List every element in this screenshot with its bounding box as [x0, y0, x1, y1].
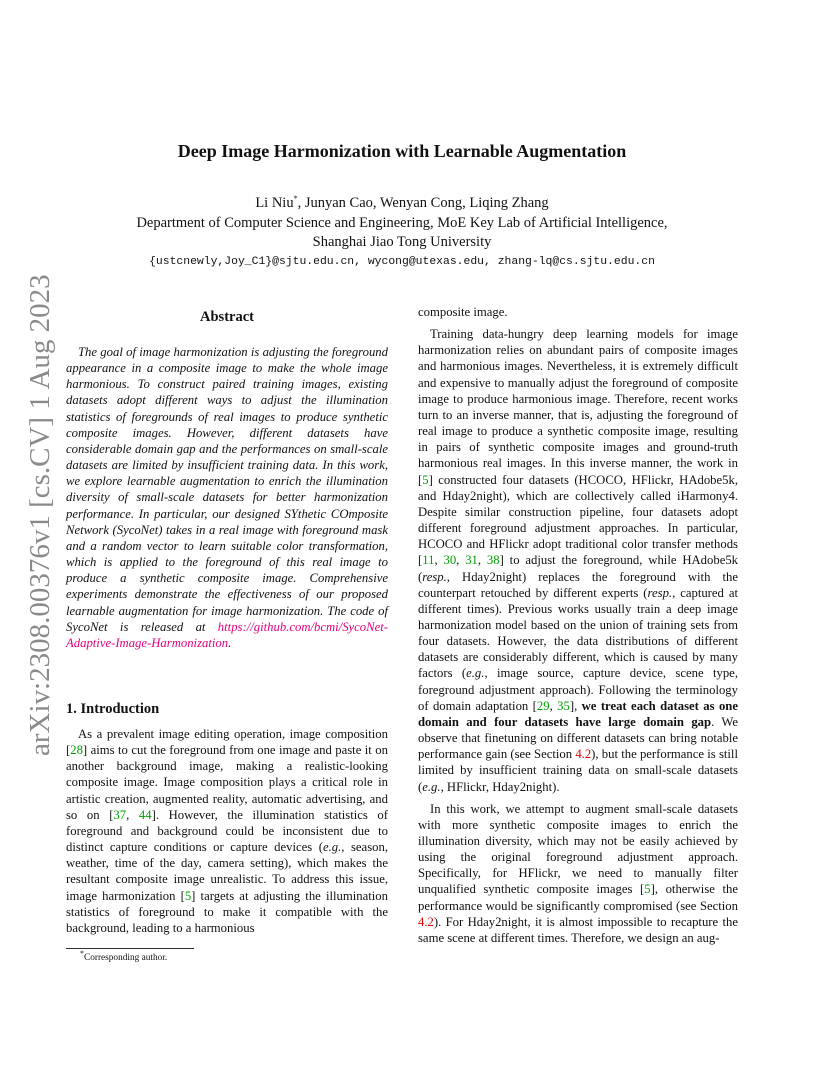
text-span: resp.: [647, 585, 673, 600]
citation-link[interactable]: 35: [557, 698, 570, 713]
text-span: resp.: [422, 569, 447, 584]
citation-link[interactable]: 30: [443, 553, 457, 568]
text-span: As a prevalent image editing operation, image composition [: [66, 727, 388, 758]
text-span: ] constructed four datasets (HCOCO, HFlickr, HAdobe5k, and Hday2night), which are collectively called iHarmony4. Despite similar construction pipeline, four datasets adopt different foreground adjustment approaches. In particular, HCOCO and HFlickr adopt traditional color transfer methods [: [418, 472, 738, 568]
citation-link[interactable]: 29: [536, 698, 550, 713]
text-span: , HFlickr, Hday2night).: [440, 779, 560, 794]
key-claim: we treat each dataset as one domain and four datasets have large domain gap: [418, 698, 738, 729]
text-span: e.g.: [422, 779, 441, 794]
text-span: ] aims to cut the foreground from one image and paste it on another background image, making a realistic-looking composite image. Image composition plays a critical role in artistic creation, augmented reality, automatic advertising, and so on [: [66, 743, 388, 822]
text-span: ] to adjust the foreground, while HAdobe5k (: [418, 553, 739, 584]
author-list: [0, 195, 804, 212]
footnote: [80, 948, 168, 963]
text-span: , Hday2night) replaces the foreground with the counterpart retouched by different experts (: [418, 569, 738, 600]
abstract-body: The goal of image harmonization is adjusting the foreground appearance in a composite image to make the whole image harmonious. To construct paired training images, existing datasets adopt different ways to adjust the illumination statistics of foregrounds of real images to produce synthetic composite images. However, different datasets have considerable domain gap and the performances on small-scale datasets are limited by insufficient training data. In this work, we explore learnable augmentation to enrich the illumination diversity of small-scale datasets for better harmonization performance. In particular, our designed SYthetic COmposite Network (SycoNet) takes in a real image with foreground mask and a random vector to learn suitable color transformation, which is applied to the foreground of this real image to produce a synthetic composite image. Comprehensive experiments demonstrate the effectiveness of our proposed learnable augmentation for image harmonization. The code of SycoNet is released at: [66, 345, 388, 634]
text-span: e.g.: [466, 666, 485, 681]
author-emails: {ustcnewly,Joy_C1}@sjtu.edu.cn, wycong@utexas.edu, zhang-lq@cs.sjtu.edu.cn: [149, 256, 655, 268]
citation-link[interactable]: 31: [465, 553, 478, 568]
text-span: ), but the performance is still limited by insufficient training data on small-scale datasets (: [418, 747, 738, 794]
abstract-heading: Abstract: [200, 309, 254, 325]
citation-link[interactable]: 38: [486, 553, 500, 568]
text-span: ). For Hday2night, it is almost impossible to recapture the same scene at different times. Therefore, we design an aug-: [418, 914, 738, 945]
introduction-paragraph: As a prevalent image editing operation, image composition [28] aims to cut the foreground from one image and paste it on another background image, making a realistic-looking composite image. Image composition plays a critical role in artistic creation, augmented reality, automatic advertising, and so on [37, 44]. However, the illumination statistics of foreground and background could be inconsistent due to distinct capture conditions or capture devices (e.g., season, weather, time of the day, camera setting), which makes the resultant composite image unrealistic. To address this issue, image harmonization [5] targets at adjusting the illumination statistics of foreground to make it compatible with the background, leading to a harmonious: [66, 727, 389, 935]
text-span: Training data-hungry deep learning models for image harmonization relies on abundant pairs of composite images and harmonious images. Nevertheless, it is extremely difficult and expensive to manually adjust the foreground of composite image to produce harmonious image. Therefore, recent works turn to an inverse manner, that is, adjusting the foreground of real image to produce a synthetic composite image, resulting in pairs of synthetic composite images and ground-truth harmonious real images. In this inverse manner, the work in [: [418, 327, 738, 487]
code-link[interactable]: https://github.com/bcmi/SycoNet-Adaptive-Image-Harmonization: [66, 619, 388, 650]
affiliation-line-2: Shanghai Jiao Tong University: [312, 234, 492, 250]
citation-link[interactable]: 37: [113, 807, 127, 822]
corresponding-mark: *: [293, 194, 298, 204]
abstract-end: .: [228, 635, 232, 650]
paper-title: Deep Image Harmonization with Learnable Augmentation: [177, 141, 627, 161]
footnote-mark: *: [80, 948, 84, 958]
text-span: In this work, we attempt to augment small-scale datasets with more synthetic composite images to enrich the illumination diversity, which may not be easily achieved by using the original foreground adjustment approach. Specifically, for HFlickr, we need to manually filter unqualified synthetic composite images [: [418, 801, 738, 897]
text-span: ] targets at adjusting the illumination statistics of foreground to make it compatible with the background, leading to a harmonious: [66, 888, 388, 935]
left-column: [66, 308, 388, 948]
text-span: e.g.: [322, 840, 342, 855]
citation-link[interactable]: 5: [422, 472, 429, 487]
section-link[interactable]: 4.2: [418, 914, 434, 929]
citation-link[interactable]: 11: [422, 553, 435, 568]
author-first: Li Niu: [255, 195, 294, 211]
abstract-text: [66, 344, 388, 651]
text-span: . We observe that finetuning on different datasets can bring notable performance gain (see Section: [418, 714, 738, 762]
text-span: , season, weather, time of the day, camera setting), which makes the resultant composite image unrealistic. To address this issue, image harmonization [: [66, 840, 388, 903]
arxiv-identifier: arXiv:2308.00376v1 [cs.CV] 1 Aug 2023: [24, 274, 56, 756]
footnote-divider: [66, 948, 194, 949]
text-span: , image source, capture device, scene type, foreground adjustment approach). Following the terminology of domain adaptation [: [418, 666, 738, 713]
section-link[interactable]: 4.2: [575, 747, 592, 762]
footnote-text: Corresponding author.: [84, 953, 168, 963]
citation-link[interactable]: 5: [644, 882, 651, 897]
citation-link[interactable]: 44: [138, 807, 152, 822]
author-rest: , Junyan Cao, Wenyan Cong, Liqing Zhang: [297, 195, 549, 211]
continuation-paragraph: composite image.: [418, 305, 508, 319]
text-span: ],: [569, 698, 582, 713]
text-span: ], otherwise the performance would be significantly compromised (see Section: [418, 882, 738, 913]
citation-link[interactable]: 28: [70, 743, 83, 758]
introduction-heading: 1. Introduction: [66, 701, 160, 717]
right-column: [418, 304, 738, 964]
paragraph-this-work: [418, 801, 738, 946]
citation-link[interactable]: 5: [184, 888, 192, 903]
affiliation-line-1: Department of Computer Science and Engineering, MoE Key Lab of Artificial Intelligence,: [136, 215, 668, 231]
text-span: , captured at different times). Previous works usually train a deep image harmonization model based on the union of training sets from four datasets. However, the data distributions of different datasets are considerably different, which is caused by many factors (: [418, 585, 738, 681]
text-span: ]. However, the illumination statistics of foreground and background could be inconsistent due to distinct capture conditions or capture devices (: [66, 807, 389, 855]
paragraph-datasets: Training data-hungry deep learning models for image harmonization relies on abundant pairs of composite images and harmonious images. Nevertheless, it is extremely difficult and expensive to manually adjust the foreground of composite image to produce harmonious image. Therefore, recent works turn to an inverse manner, that is, adjusting the foreground of real image to produce a synthetic composite image, resulting in pairs of synthetic composite images and ground-truth harmonious real images. In this inverse manner, the work in [5] constructed four datasets (HCOCO, HFlickr, HAdobe5k, and Hday2night), which are collectively called iHarmony4. Despite similar construction pipeline, four datasets adopt different foreground adjustment approaches. In particular, HCOCO and HFlickr adopt traditional color transfer methods [11, 30, 31, 38] to adjust the foreground, while HAdobe5k (resp., Hday2night) replaces the foreground with the counterpart retouched by different experts (resp., captured at different times). Previous works usually train a deep image harmonization model based on the union of training sets from four datasets. However, the data distributions of different datasets are considerably different, which is caused by many factors (e.g., image source, capture device, scene type, foreground adjustment approach). Following the terminology of domain adaptation [29, 35], we treat each dataset as one domain and four datasets have large domain gap. We observe that finetuning on different datasets can bring notable performance gain (see Section 4.2), but the performance is still limited by insufficient training data on small-scale datasets (e.g., HFlickr, Hday2night).: [418, 327, 739, 794]
